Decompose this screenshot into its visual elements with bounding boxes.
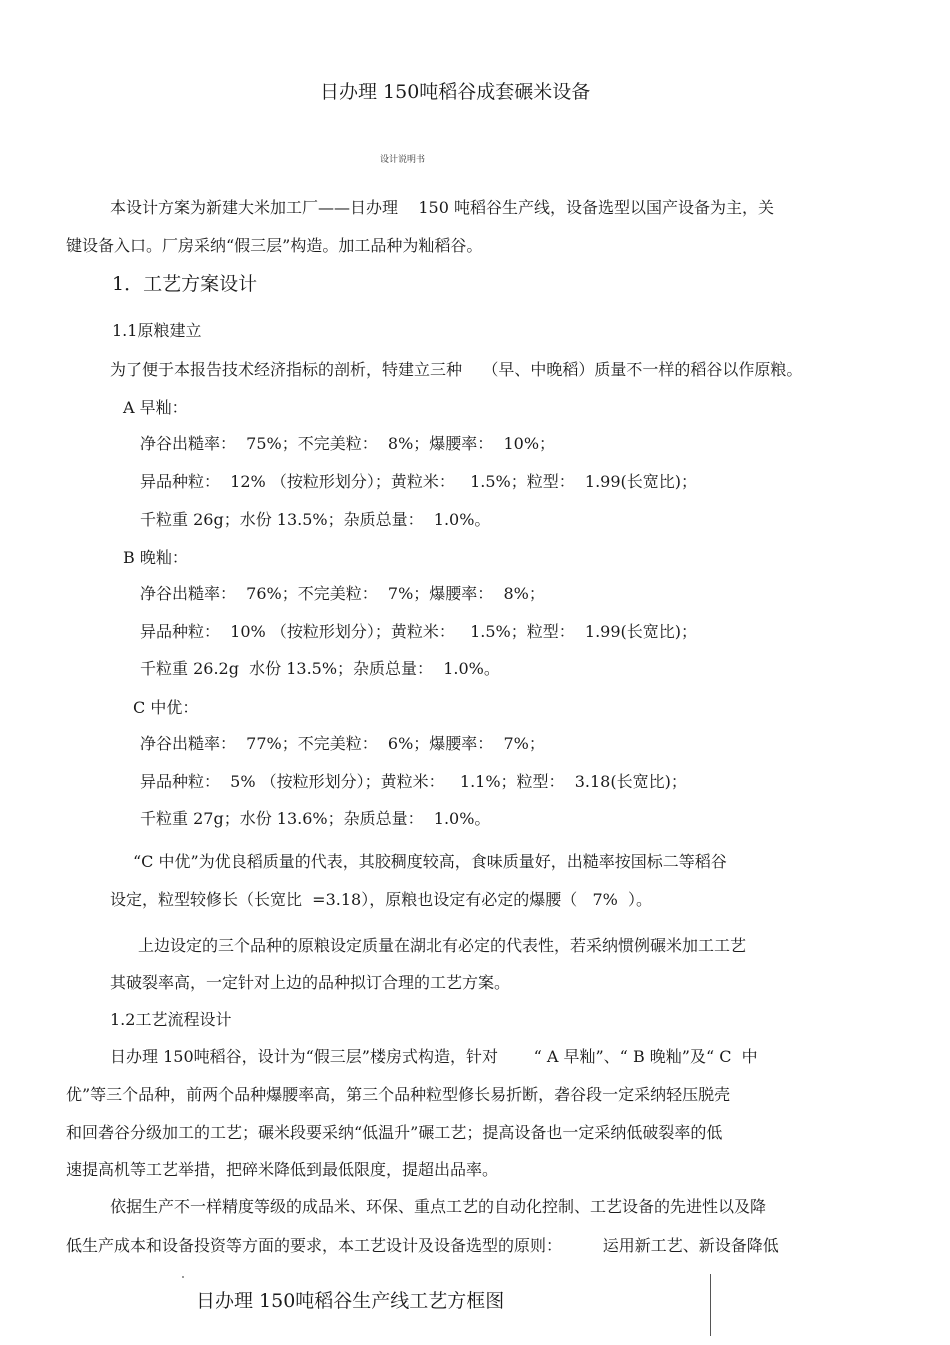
page-title: 日办理 150吨稻谷成套碾米设备 [320, 81, 591, 103]
variety-b-name: B 晚籼： [123, 548, 188, 567]
variety-c-line: 净谷出糙率： 77%；不完美粒： 6%；爆腰率： 7%； [140, 734, 545, 753]
dot-mark [182, 1276, 184, 1278]
section-1-1-heading: 1.1原粮建立 [112, 321, 202, 340]
section-1-2-heading: 1.2工艺流程设计 [110, 1010, 232, 1029]
para-c-line-1: “C 中优”为优良稻质量的代表，其胶稠度较高，食味质量好，出糙率按国标二等稻谷 [133, 852, 727, 871]
para-flow-line-3: 和回砻谷分级加工的工艺；碾米段要采纳“低温升”碾工艺；提高设备也一定采纳低破裂率的低 [66, 1123, 723, 1142]
variety-b-line: 千粒重 26.2g 水份 13.5%；杂质总量： 1.0%。 [140, 659, 500, 678]
variety-c-line: 异品种粒： 5% （按粒形划分）；黄粒米： 1.1%；粒型： 3.18(长宽比)； [140, 772, 687, 791]
para-flow-line-4: 速提高机等工艺举措，把碎米降低到最低限度，提超出品率。 [66, 1160, 499, 1179]
para-principle-line-1: 依据生产不一样精度等级的成品米、环保、重点工艺的自动化控制、工艺设备的先进性以及降 [110, 1197, 767, 1216]
intro-line-2: 键设备入口。厂房采纳“假三层”构造。加工品种为籼稻谷。 [66, 236, 483, 255]
variety-b-line: 净谷出糙率： 76%；不完美粒： 7%；爆腰率： 8%； [140, 584, 545, 603]
para-principle-line-2: 低生产成本和设备投资等方面的要求，本工艺设计及设备选型的原则： 运用新工艺、新设备降低 [66, 1236, 779, 1255]
para-above-line-2: 其破裂率高，一定针对上边的品种拟订合理的工艺方案。 [110, 973, 511, 992]
para-flow-line-2: 优”等三个品种，前两个品种爆腰率高，第三个品种粒型修长易折断，砻谷段一定采纳轻压脱壳 [66, 1085, 731, 1104]
variety-b-line: 异品种粒： 10% （按粒形划分）；黄粒米： 1.5%；粒型： 1.99(长宽比)； [140, 622, 698, 641]
variety-a-line: 异品种粒： 12% （按粒形划分）；黄粒米： 1.5%；粒型： 1.99(长宽比)； [140, 472, 698, 491]
page-subtitle: 设计说明书 [380, 155, 426, 165]
para-c-line-2: 设定，粒型较修长（长宽比 =3.18），原粮也设定有必定的爆腰（ 7% ）。 [110, 890, 653, 909]
variety-a-line: 千粒重 26g；水份 13.5%；杂质总量： 1.0%。 [140, 510, 491, 529]
intro-line-1: 本设计方案为新建大米加工厂——日办理 150 吨稻谷生产线，设备选型以国产设备为主，关 [110, 198, 774, 217]
para-above-line-1: 上边设定的三个品种的原粮设定质量在湖北有必定的代表性，若采纳惯例碾米加工工艺 [138, 936, 747, 955]
section-1-1-intro: 为了便于本报告技术经济指标的剖析，特建立三种 （早、中晚稻）质量不一样的稻谷以作原粮。 [110, 360, 803, 379]
variety-a-name: A 早籼： [123, 398, 188, 417]
para-flow-line-1: 日办理 150吨稻谷，设计为“假三层”楼房式构造，针对 “ A 早籼”、“ B 晚籼”及“ C 中 [110, 1047, 758, 1066]
section-1-heading: 1．工艺方案设计 [112, 273, 258, 295]
variety-c-name: C 中优： [133, 698, 199, 717]
vertical-divider [710, 1274, 711, 1336]
diagram-title: 日办理 150吨稻谷生产线工艺方框图 [196, 1290, 505, 1312]
variety-a-line: 净谷出糙率： 75%；不完美粒： 8%；爆腰率： 10%； [140, 434, 556, 453]
variety-c-line: 千粒重 27g；水份 13.6%；杂质总量： 1.0%。 [140, 809, 491, 828]
